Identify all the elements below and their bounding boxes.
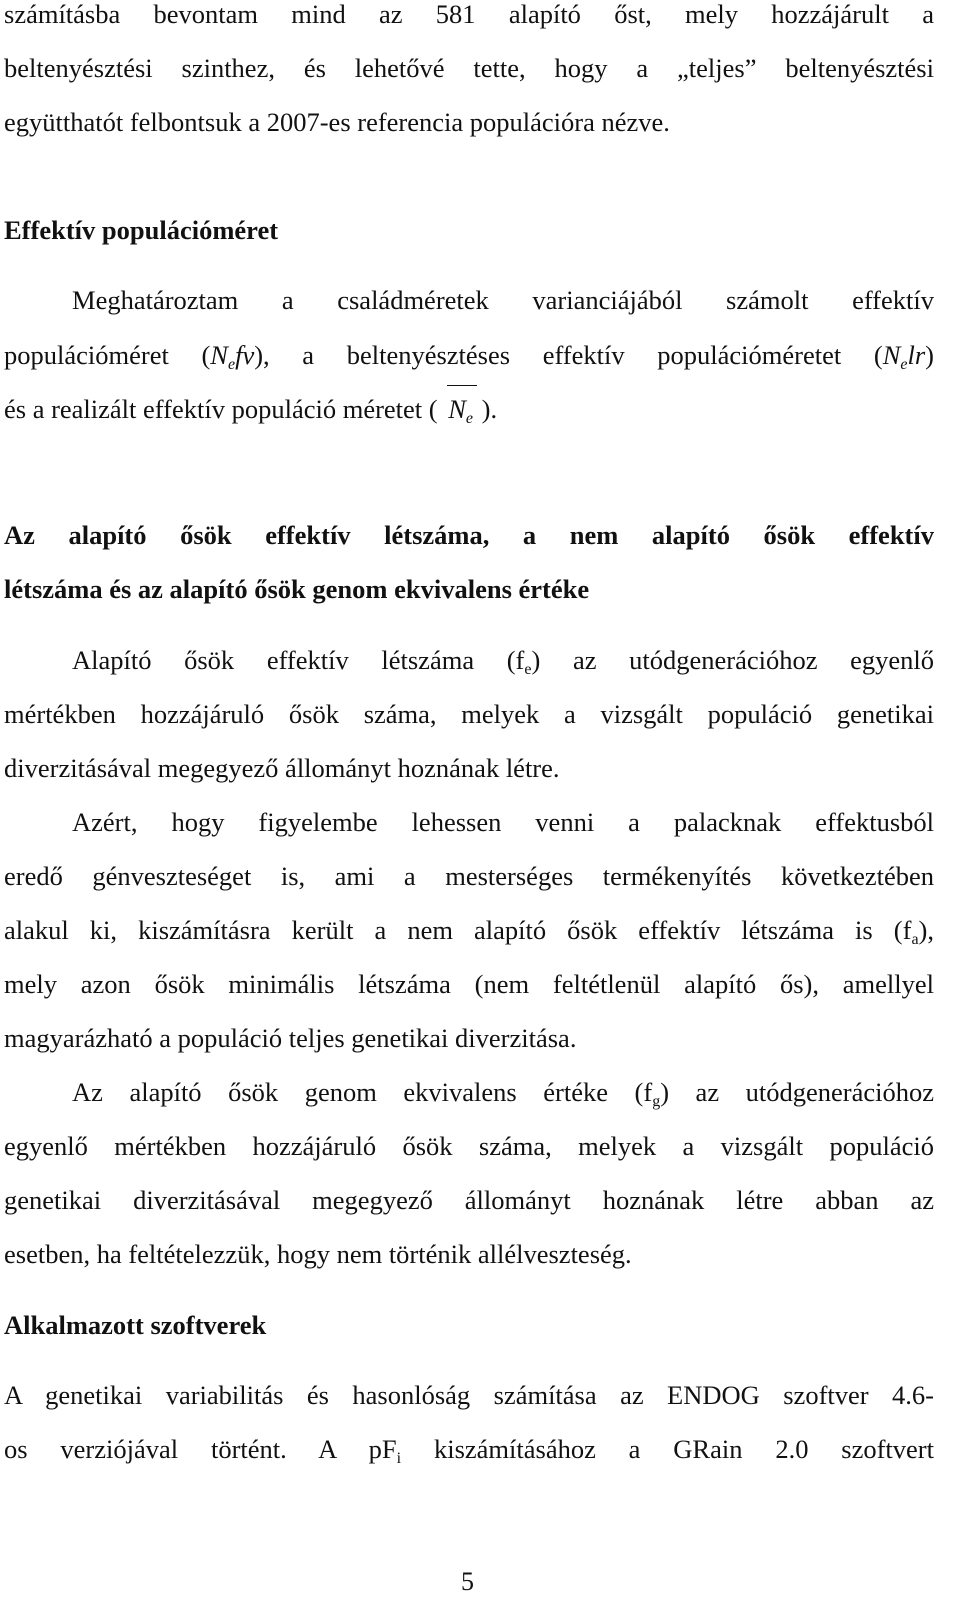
fe-subscript: e <box>524 661 532 678</box>
software-paragraph-line-2 <box>4 1432 934 1466</box>
fa-paragraph-line-4: mely azon ősök minimális létszáma (nem feltétlenül alapító ős), amellyel <box>4 969 934 999</box>
page-number: 5 <box>461 1567 474 1596</box>
fe-text-b: ) az utódgenerációhoz egyenlő <box>531 645 934 675</box>
section-heading-software: Alkalmazott szoftverek <box>4 1310 267 1340</box>
ne-paragraph-line-2 <box>4 338 934 372</box>
fe-paragraph-line-2: mértékben hozzájáruló ősök száma, melyek a vizsgált populáció genetikai <box>4 699 934 729</box>
software-subscript: i <box>396 1450 402 1467</box>
fa-paragraph-line-5: magyarázható a populáció teljes genetikai diverzitása. <box>4 1023 577 1053</box>
fg-subscript: g <box>652 1093 661 1110</box>
software-text-a: os verziójával történt. A pF <box>4 1434 397 1464</box>
fg-paragraph-line-1 <box>72 1075 934 1109</box>
ne-bar-symbol <box>444 392 475 426</box>
ne-paragraph-line-3 <box>4 392 934 426</box>
intro-line-1: számításba bevontam mind az 581 alapító őst, mely hozzájárult a <box>4 0 934 29</box>
ne-bar-N: N <box>448 394 466 424</box>
intro-line-2: beltenyésztési szinthez, és lehetővé tette, hogy a „teljes” beltenyésztési <box>4 53 934 83</box>
ne-text-a: populációméret ( <box>4 340 211 370</box>
ne-symbol-fv: fv <box>235 340 255 370</box>
section-heading-founders-line-2: létszáma és az alapító ősök genom ekvivalens értéke <box>4 574 590 604</box>
fa-text-a: alakul ki, kiszámításra került a nem alapító ősök effektív létszáma is (f <box>4 915 912 945</box>
fa-paragraph-line-1: Azért, hogy figyelembe lehessen venni a palacknak effektusból <box>72 807 934 837</box>
fe-text-a: Alapító ősök effektív létszáma (f <box>72 645 525 675</box>
ne-text-b: ), a beltenyésztéses effektív populációméretet ( <box>254 340 883 370</box>
fg-text-a: Az alapító ősök genom ekvivalens értéke (f <box>72 1077 653 1107</box>
fg-text-b: ) az utódgenerációhoz <box>660 1077 934 1107</box>
software-text-b: kiszámításához a GRain 2.0 szoftvert <box>401 1434 934 1464</box>
fa-paragraph-line-3 <box>4 913 934 947</box>
section-heading-founders-line-1: Az alapító ősök effektív létszáma, a nem alapító ősök effektív <box>4 520 934 550</box>
fa-paragraph-line-2: eredő génveszteséget is, ami a mesterséges termékenyítés következtében <box>4 861 934 891</box>
ne-symbol-lr: lr <box>907 340 926 370</box>
fe-paragraph-line-3: diverzitásával megegyező állományt hoznának létre. <box>4 753 560 783</box>
ne-text-c: és a realizált effektív populáció méretet ( <box>4 394 438 424</box>
ne-subscript-e: e <box>227 356 236 373</box>
section-heading-effective-population: Effektív populációméret <box>4 215 279 245</box>
ne-text-d: ). <box>481 394 498 424</box>
fa-text-b: ), <box>918 915 934 945</box>
ne-close-paren: ) <box>925 340 934 370</box>
ne-paragraph-line-1: Meghatároztam a családméretek varianciájából számolt effektív <box>72 285 934 315</box>
ne-symbol-N-2: N <box>882 340 901 370</box>
fg-paragraph-line-3: genetikai diverzitásával megegyező állományt hoznának létre abban az <box>4 1185 934 1215</box>
fa-subscript: a <box>911 931 919 948</box>
fg-paragraph-line-4: esetben, ha feltételezzük, hogy nem történik allélveszteség. <box>4 1239 632 1269</box>
ne-bar-subscript: e <box>465 410 474 427</box>
software-paragraph-line-1: A genetikai variabilitás és hasonlóság számítása az ENDOG szoftver 4.6- <box>4 1380 934 1410</box>
intro-line-3: együtthatót felbontsuk a 2007-es referencia populációra nézve. <box>4 107 670 137</box>
ne-subscript-e-2: e <box>900 356 908 373</box>
ne-symbol-N: N <box>210 340 228 370</box>
fe-paragraph-line-1 <box>72 643 934 677</box>
fg-paragraph-line-2: egyenlő mértékben hozzájáruló ősök száma, melyek a vizsgált populáció <box>4 1131 934 1161</box>
